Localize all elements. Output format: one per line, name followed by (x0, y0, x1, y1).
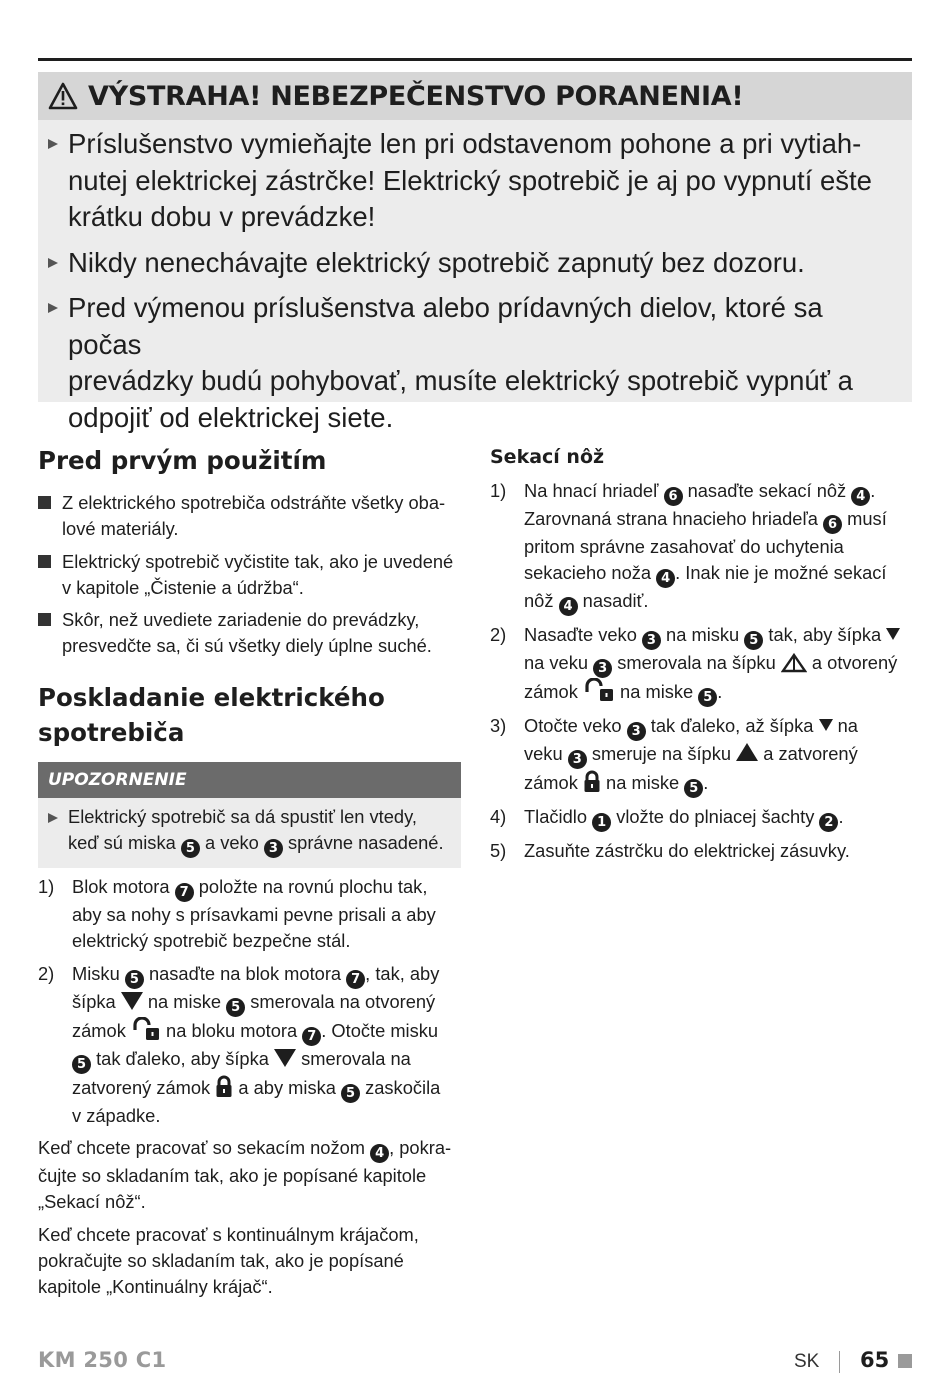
ref-6-icon: 6 (664, 487, 683, 506)
step-text: Zasuňte zástrčku do elektrickej zásuvky. (524, 840, 850, 862)
ref-5-icon: 5 (72, 1055, 91, 1074)
ref-3-icon: 3 (264, 839, 283, 858)
step-text: Otočte veko 3 tak ďaleko, až šípka na veku 3 smeruje na šípku a zatvorený zámok na miske 5 . (524, 715, 858, 797)
ref-5-icon: 5 (698, 688, 717, 707)
ref-1-icon: 1 (592, 813, 611, 832)
step-text: Tlačidlo 1 vložte do plniacej šachty 2 . (524, 806, 844, 831)
step-number: 2) (490, 624, 507, 646)
arrow-down-icon (886, 628, 900, 640)
ref-3-icon: 3 (568, 750, 587, 769)
section-heading-assembly: Poskladanie elektrického spotrebiča (38, 682, 385, 747)
square-bullet-icon (38, 613, 51, 626)
ref-5-icon: 5 (181, 839, 200, 858)
ref-5-icon: 5 (226, 998, 245, 1017)
step-item (490, 713, 913, 798)
warning-item: Nikdy nenechávajte elektrický spotrebič zapnutý bez dozoru. (48, 245, 898, 282)
square-bullet-icon (38, 496, 51, 509)
ref-5-icon: 5 (744, 631, 763, 650)
step-number: 4) (490, 806, 507, 828)
paragraph-continuous-slicer: Keď chcete pracovať s kontinuálnym krájačom, pokračujte so skladaním tak, ako je popísané kapitole „Kontinuálny krájač“. (38, 1223, 419, 1298)
arrow-down-icon (819, 719, 833, 731)
arrow-down-icon (274, 1049, 296, 1067)
ref-7-icon: 7 (175, 883, 194, 902)
footer-square-icon (898, 1354, 912, 1368)
open-triangle-arrow-icon (781, 653, 807, 673)
footer-model: KM 250 C1 (38, 1348, 167, 1372)
note-text: Elektrický spotrebič sa dá spustiť len vtedy, keď sú miska 5 a veko 3 správne nasadené. (68, 805, 444, 857)
ref-5-icon: 5 (684, 779, 703, 798)
square-bullet-icon (38, 555, 51, 568)
step-number: 3) (490, 715, 507, 737)
open-lock-icon (131, 1017, 161, 1041)
closed-lock-icon (583, 769, 601, 793)
step-item (490, 478, 913, 616)
step-number: 2) (38, 962, 55, 984)
footer-language: SK (794, 1351, 820, 1372)
ref-4-icon: 4 (370, 1144, 389, 1163)
warning-item: Príslušenstvo vymieňajte len pri odstavenom pohone a pri vytiah- nutej elektrickej zástrčke! Elektrický spotrebič je aj po vypnutí ešte krátku dobu v prevádzke! (48, 126, 898, 236)
closed-lock-icon (215, 1074, 233, 1098)
list-item: Skôr, než uvediete zariadenie do prevádzky, presvedčte sa, či sú všetky diely úplne suché. (38, 607, 461, 660)
bullet-arrow-icon (48, 303, 58, 313)
bullet-arrow-icon (48, 139, 58, 149)
list-item: Z elektrického spotrebiča odstráňte všetky oba- lové materiály. (38, 490, 461, 543)
warning-triangle-icon (48, 82, 78, 110)
warning-box (38, 72, 912, 433)
note-box (38, 762, 461, 868)
paragraph-chopping-knife: Keď chcete pracovať so sekacím nožom 4 , pokra- čujte so skladaním tak, ako je popísané kapitole „Sekací nôž“. (38, 1136, 452, 1213)
step-text: Blok motora 7 položte na rovnú plochu tak, aby sa nohy s prísavkami pevne prisali a aby elektrický spotrebič bezpečne stál. (72, 876, 436, 952)
right-column (490, 443, 913, 871)
ref-5-icon: 5 (341, 1084, 360, 1103)
ref-3-icon: 3 (593, 659, 612, 678)
step-item (490, 838, 913, 864)
step-item (38, 961, 461, 1129)
warning-title: VÝSTRAHA! NEBEZPEČENSTVO PORANENIA! (88, 80, 744, 112)
step-item (490, 622, 913, 707)
top-rule (38, 58, 912, 61)
step-text: Misku 5 nasaďte na blok motora 7 , tak, aby šípka na miske 5 smerovala na otvorený zámok na bloku motora 7 . Otočte misku 5 tak ďaleko, aby šípka smerovala na zatvorený zámok a aby miska 5 zaskočila v západke. (72, 962, 441, 1126)
ref-4-icon: 4 (559, 597, 578, 616)
warning-header (38, 72, 912, 120)
ref-3-icon: 3 (627, 722, 646, 741)
warning-item: Pred výmenou príslušenstva alebo prídavných dielov, ktoré sa počas prevádzky budú pohybovať, musíte elektrický spotrebič vypnúť a odpojiť od elektrickej siete. (48, 290, 898, 436)
step-number: 1) (38, 876, 55, 898)
page-number: 65 (860, 1348, 890, 1372)
bullet-arrow-icon (48, 813, 58, 823)
arrow-down-icon (121, 992, 143, 1010)
ref-4-icon: 4 (656, 569, 675, 588)
arrow-up-icon (736, 743, 758, 761)
step-item (490, 804, 913, 832)
section-heading-first-use: Pred prvým použitím (38, 446, 327, 475)
open-lock-icon (583, 678, 615, 702)
step-number: 5) (490, 840, 507, 862)
ref-6-icon: 6 (823, 515, 842, 534)
note-label: UPOZORNENIE (38, 762, 461, 798)
step-number: 1) (490, 480, 507, 501)
ref-3-icon: 3 (642, 631, 661, 650)
step-text: Nasaďte veko 3 na misku 5 tak, aby šípka na veku 3 smerovala na šípku a otvorený zámok na miske 5 . (524, 622, 913, 707)
ref-7-icon: 7 (302, 1027, 321, 1046)
bullet-arrow-icon (48, 258, 58, 268)
ref-4-icon: 4 (851, 487, 870, 506)
step-text: Na hnací hriadeľ 6 nasaďte sekací nôž 4 . Zarovnaná strana hnacieho hriadeľa 6 musí pritom správne zasahovať do uchytenia sekacieho noža 4 . Inak nie je možné sekací nôž 4 nasadiť. (524, 480, 887, 615)
step-item (38, 874, 461, 955)
footer-separator (839, 1351, 840, 1373)
ref-5-icon: 5 (125, 970, 144, 989)
section-heading-chopping-knife: Sekací nôž (490, 446, 605, 468)
ref-7-icon: 7 (346, 970, 365, 989)
ref-2-icon: 2 (819, 813, 838, 832)
left-column (38, 443, 461, 1306)
list-item: Elektrický spotrebič vyčistite tak, ako je uvedené v kapitole „Čistenie a údržba“. (38, 549, 461, 602)
